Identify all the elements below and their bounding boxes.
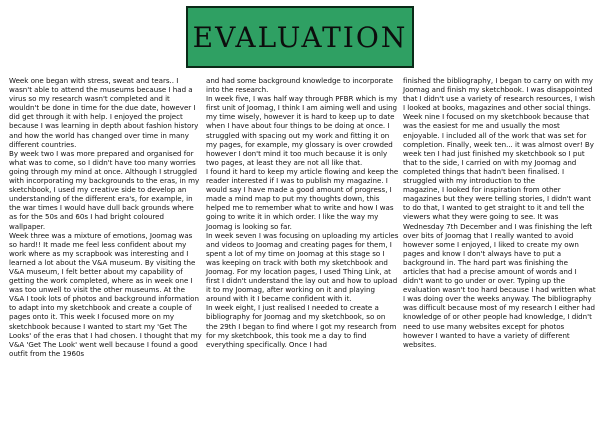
page-title: EVALUATION bbox=[192, 20, 408, 54]
text-column-1 bbox=[9, 76, 202, 422]
column-3-text: finished the bibliography, I began to carry on with my Joomag and finish my sketchbook. I was disappointed that I didn't use a variety of research resources, I wish I looked at books, magazines and other social things. Week nine I focused on my sketchbook because that was the easiest for me and usually the most enjoyable. I included all of the work that was set for completion. Finally, week ten... it was almost over! By week ten I had just finished my sketchbook so I put that to the side, I carried on with my Joomag and completed things that hadn't been finalised. I struggled with my introduction to the magazine, I looked for inspiration from other magazines but they were telling stories, I didn't want to do that, I wanted to get straight to it and tell the viewers what they were going to see. It was Wednesday 7th December and I was finishing the left over bits of Joomag that I really wanted to avoid however some I enjoyed, I liked to create my own pages and know I don't always have to put a background in. The hard part was finishing the articles that had a precise amount of words and I didn't want to go under or over. Typing up the evaluation wasn't too hard because I had written what I was doing over the weeks anyway. The bibliography was difficult because most of my research I either had knowledge of or other people had knowledge, I didn't need to use many websites except for photos however I wanted to have a variety of different websites. bbox=[403, 76, 596, 349]
text-column-2 bbox=[206, 76, 399, 422]
text-column-3 bbox=[403, 76, 596, 422]
column-2-text: and had some background knowledge to incorporate into the research. In week five, I was half way through PFBR which is my first unit of Joomag, I think I am aiming well and using my time wisely, however it is hard to keep up to date when I have about four things to be doing at once. I struggled with spacing out my work and fitting it on my pages, for example, my glossary is over crowded however I don't mind it too much because it is only two pages, at least they are not all like that. I found it hard to keep my article flowing and keep the reader interested if I was to publish my magazine. I would say I have made a good amount of progress, I made a mind map to put my thoughts down, this helped me to remember what to write and how I was going to write it in which order. I like the way my Joomag is looking so far. In week seven I was focusing on uploading my articles and videos to Joomag and creating pages for them, I spent a lot of my time on Joomag at this stage so I was keeping on track with both my sketchbook and Joomag. For my location pages, I used Thing Link, at first I didn't understand the lay out and how to upload it to my Joomag, after working on it and playing around with it I became confident with it. In week eight, I just realised I needed to create a bibliography for Joomag and my sketchbook, so on the 29th I began to find where I got my research from for my sketchbook, this took me a day to find everything specifically. Once I had bbox=[206, 76, 399, 349]
column-1-text: Week one began with stress, sweat and tears.. I wasn't able to attend the museums because I had a virus so my research wasn't completed and it wouldn't be done in time for the due date, however I did get through it with help. I enjoyed the project because I was learning in depth about fashion history and how the world has changed over time in many different countries. By week two I was more prepared and organised for what was to come, so I didn't have too many worries going through my mind at once. Although I struggled with incorporating my backgrounds to the eras, in my sketchbook, I used my creative side to develop an understanding of the different era's, for example, in the war times I would have dull back grounds where as for the 50s and 60s I had bright coloured wallpaper. Week three was a mixture of emotions, Joomag was so hard!! It made me feel less confident about my work where as my scrapbook was interesting and I learned a lot about the V&A museum. By visiting the V&A museum, I felt better about my capability of getting the work completed, where as in week one I was too unwell to visit the other museums. At the V&A I took lots of photos and background information to adapt into my sketchbook and create a couple of pages onto it. This week I focused more on my sketchbook because I wanted to start my 'Get The Looks' of the eras that I had chosen. I thought that my V&A 'Get The Look' went well because I found a good outfit from the 1960s bbox=[9, 76, 202, 358]
title-banner bbox=[186, 6, 414, 68]
evaluation-body bbox=[9, 76, 594, 422]
